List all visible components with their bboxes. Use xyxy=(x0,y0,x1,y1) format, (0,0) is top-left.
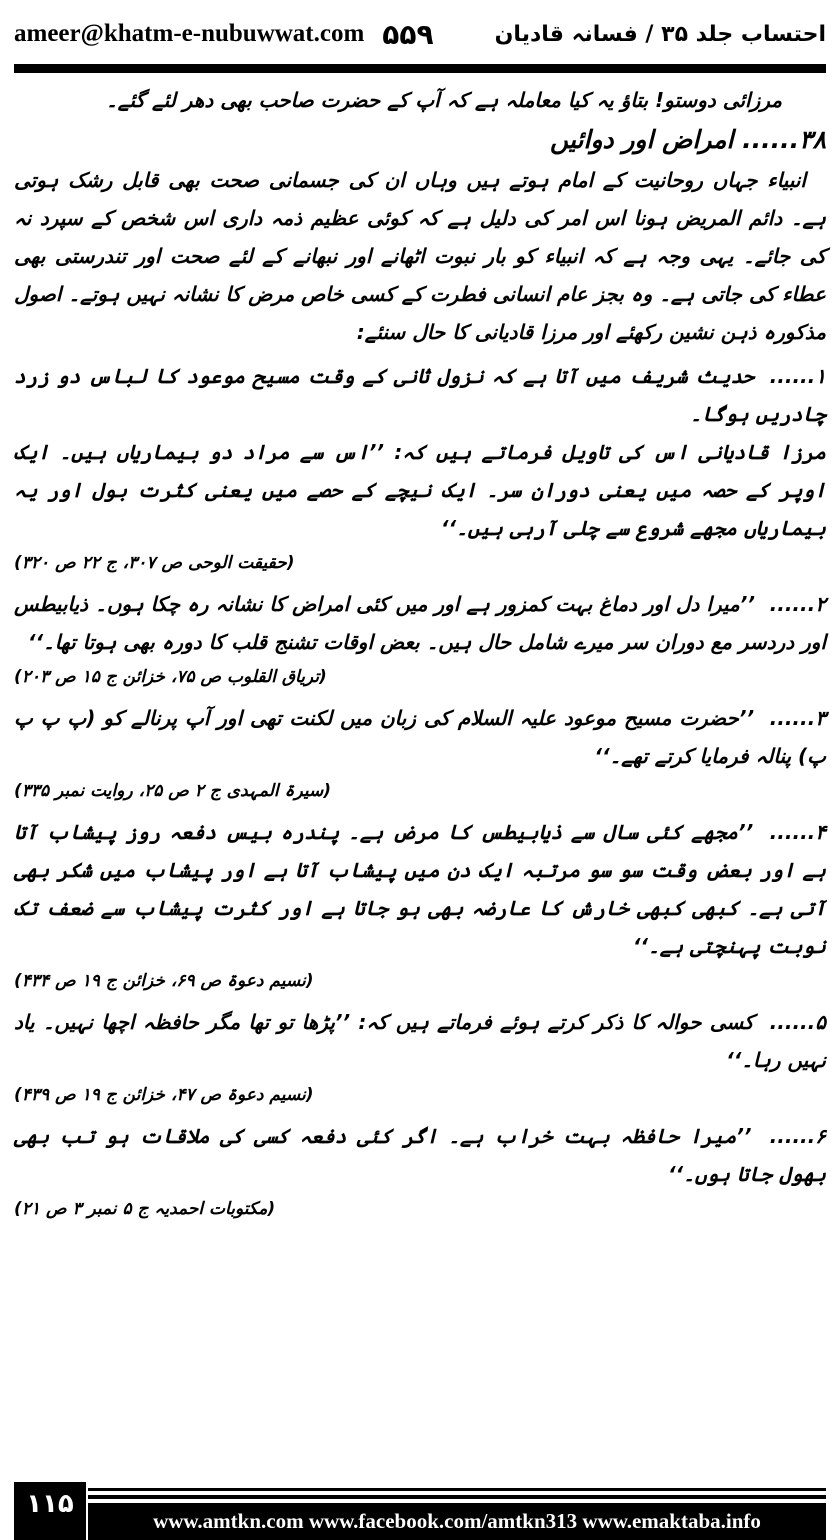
citation: (سیرۃ المہدی ج ۲ ص ۲۵، روایت نمبر ۳۳۵) xyxy=(14,781,332,801)
footer-rule xyxy=(88,1495,826,1499)
paragraph xyxy=(14,161,826,351)
item-text: (پ پ پ پ) پنالہ فرمایا کرتے تھے۔‘‘ xyxy=(14,706,826,768)
citation: (تریاق القلوب ص ۷۵، خزائن ج ۱۵ ص ۲۰۳) xyxy=(14,667,327,687)
footer-page-box: ۱۱۵ xyxy=(14,1482,86,1540)
explain-line: مرزا قادیانی اس کی تاویل فرماتے ہیں کہ: ’’اس سے مراد دو بیماریاں ہیں۔ ایک اوپر xyxy=(14,440,826,502)
item-text: ذیابیطس اور دردسر مع دوران سر میرے شامل حال ہیں۔ بعض اوقات تشنج قلب کا دورہ بھی ہوتا xyxy=(14,592,826,654)
page-header xyxy=(14,10,826,58)
item-number: ۶...... xyxy=(769,1124,826,1148)
item-1 xyxy=(14,357,826,433)
para-line: جاتی ہے۔ وہ بجز عام انسانی فطرت کے کسی خاص مرض کا نشانہ نہیں ہوتے۔ اصول مذکورہ ذہن xyxy=(14,282,826,344)
item-5 xyxy=(14,1003,826,1079)
citation: (حقیقت الوحی ص ۳۰۷، ج ۲۲ ص ۳۲۰) xyxy=(14,553,295,573)
header-rule xyxy=(14,64,826,73)
page-number: ۵۵۹ xyxy=(382,17,434,51)
item-4 xyxy=(14,813,826,965)
item-text: ’’حضرت مسیح موعود علیہ السلام کی زبان میں لکنت تھی اور آپ پرنالے کو xyxy=(103,706,755,730)
para-line: انبیاء جہاں روحانیت کے امام ہوتے ہیں وہاں ان کی جسمانی صحت بھی قابل رشک xyxy=(68,168,806,192)
footer-rule xyxy=(88,1488,826,1491)
item-text: ہے اور بعض وقت سو سو مرتبہ ایک دن میں پیشاب آتا ہے اور پیشاب میں شکر بھی آتی ہے۔ کبھی xyxy=(14,858,826,920)
item-text: ’’مجھے کئی سال سے ذیابیطس کا مرض ہے۔ پندرہ بیس دفعہ روز پیشاب آتا xyxy=(14,820,754,844)
citation: (نسیم دعوۃ ص ۶۹، خزائن ج ۱۹ ص ۴۳۴) xyxy=(14,971,314,991)
para-line: ہوتی ہے۔ دائم المریض ہونا اس امر کی دلیل ہے کہ کوئی عظیم ذمہ داری اس شخص کے سپرد نہ کی xyxy=(14,168,826,268)
item-text: ’’میرا دل اور دماغ بہت کمزور ہے اور میں کئی امراض کا نشانہ رہ چکا ہوں۔ xyxy=(95,592,755,616)
citation: (مکتوبات احمدیہ ج ۵ نمبر ۳ ص ۲۱) xyxy=(14,1199,276,1219)
header-email: ameer@khatm-e-nubuwwat.com xyxy=(14,20,365,47)
item-text: چادریں ہوگا۔ xyxy=(690,402,826,426)
item-3 xyxy=(14,699,826,775)
item-text: جاتا ہوں۔‘‘ xyxy=(667,1162,773,1186)
item-text: کسی حوالہ کا ذکر کرتے ہوئے فرماتے ہیں کہ: ’’پڑھا تو تھا مگر حافظہ اچھا xyxy=(101,1010,754,1034)
para-line: جائے۔ یہی وجہ ہے کہ انبیاء کو بار نبوت اٹھانے اور نبھانے کے لئے صحت اور تندرستی بھی عطاء کی xyxy=(14,244,826,306)
citation: (نسیم دعوۃ ص ۴۷، خزائن ج ۱۹ ص ۴۳۹) xyxy=(14,1085,314,1105)
item-number: ۵...... xyxy=(769,1010,826,1034)
explain-line: سے چلی آرہی ہیں۔‘‘ xyxy=(440,516,630,540)
book-title: احتساب جلد ۳۵ / فسانہ قادیان xyxy=(494,21,826,47)
item-text: نہیں۔ یاد نہیں رہا۔‘‘ xyxy=(14,1010,826,1072)
footer-links: www.amtkn.com www.facebook.com/amtkn313 www.emaktaba.info xyxy=(88,1503,826,1540)
page-footer xyxy=(14,1482,826,1540)
item-number: ۴...... xyxy=(769,820,827,844)
page-body xyxy=(14,81,826,1466)
item-number: ۱...... xyxy=(769,364,826,388)
item-2 xyxy=(14,585,826,661)
item-text: حدیث شریف میں آتا ہے کہ نزول ثانی کے وقت مسیح موعود کا لباس دو زرد xyxy=(14,364,755,388)
item-number: ۲...... xyxy=(769,592,826,616)
item-number: ۳...... xyxy=(769,706,826,730)
item-text: کبھی خارش کا عارضہ بھی ہو جاتا ہے اور کثرت پیشاب سے ضعف تک نوبت پہنچتی ہے۔‘‘ xyxy=(14,896,826,958)
para-line: نشین رکھئے اور مرزا قادیانی کا حال سنئے: xyxy=(356,320,714,344)
item-text: تھا۔‘‘ xyxy=(27,630,76,654)
item-6 xyxy=(14,1117,826,1193)
explanation xyxy=(14,433,826,547)
explain-line: کے حصہ میں یعنی دوران سر۔ ایک نیچے کے حصے میں یعنی کثرت بول اور یہ بیماریاں مجھے شروع xyxy=(14,478,826,540)
section-heading: ۳۸...... امراض اور دوائیں xyxy=(549,125,826,154)
item-text: ’’میرا حافظہ بہت خراب ہے۔ اگر کئی دفعہ کسی کی ملاقات ہو تب بھی بھول xyxy=(14,1124,826,1186)
intro-line: مرزائی دوستو! بتاؤ یہ کیا معاملہ ہے کہ آپ کے حضرت صاحب بھی دھر لئے گئے۔ xyxy=(106,88,782,112)
